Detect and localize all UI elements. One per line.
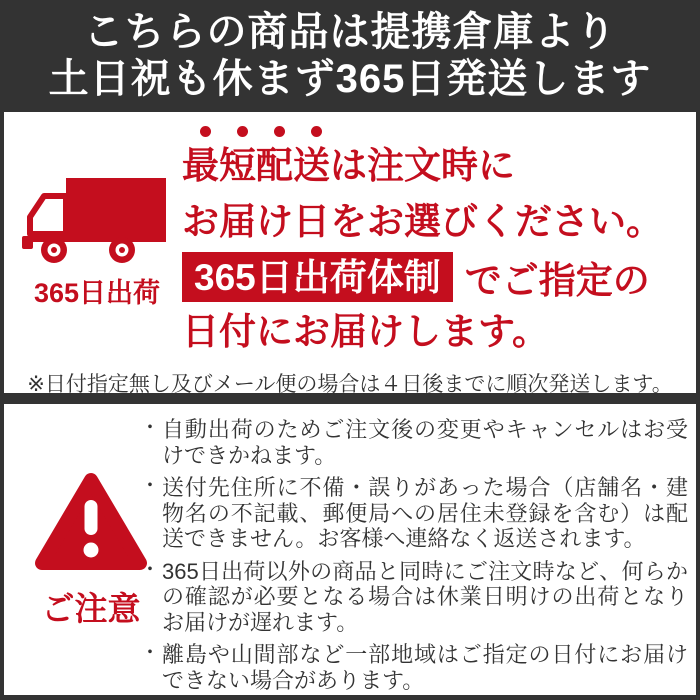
bullet-text: 送付先住所に不備・誤りがあった場合（店舗名・建物名の不記載、郵便局への居住未登録を含む）は配送できません。お客様へ連絡なく返送されます。 (162, 475, 688, 552)
bullet-text: 自動出荷のためご注文後の変更やキャンセルはお受けできかねます。 (162, 417, 688, 468)
bullet-marker: ・ (140, 558, 160, 581)
emphasis-dot (237, 126, 248, 137)
bullet-marker: ・ (140, 642, 160, 665)
emphasis-dot (311, 126, 322, 137)
highlight-after-text: でご指定の (464, 260, 650, 301)
header-banner (0, 0, 700, 112)
caution-bullet-item (140, 417, 688, 468)
emphasis-dot (274, 126, 285, 137)
bullet-marker: ・ (140, 417, 160, 439)
caution-block (32, 470, 150, 630)
caution-bullet-item (140, 475, 688, 552)
headline-line-1: 最短配送は注文時に (182, 145, 515, 186)
headline-line-3 (182, 250, 650, 304)
header-line-2: 土日祝も休まず365日発送します (48, 57, 652, 101)
bullet-marker: ・ (140, 475, 160, 498)
delivery-truck-icon (22, 251, 172, 268)
caution-panel (4, 404, 696, 695)
truck-block (22, 176, 172, 310)
emphasis-dot (200, 126, 211, 137)
header-line-1: こちらの商品は提携倉庫より (83, 10, 617, 54)
warning-triangle-icon (34, 559, 149, 576)
headline-line-4: 日付にお届けします。 (182, 311, 550, 352)
headline-line-2: お届け日をお選びください。 (182, 201, 663, 242)
caution-bullet-item (140, 559, 688, 636)
shipping-panel (4, 112, 696, 396)
bullet-text: 365日出荷以外の商品と同時にご注文時など、何らかの確認が必要となる場合は休業日明けの出荷となりお届けが遅れます。 (162, 558, 688, 635)
caution-label: ご注意 (41, 590, 141, 627)
shipping-note: ※日付指定無し及びメール便の場合は４日後までに順次発送します。 (27, 373, 673, 396)
emphasis-dots (200, 126, 322, 137)
bullet-text: 離島や山間部など一部地域はご指定の日付にお届けできない場合があります。 (162, 642, 688, 693)
caution-bullet-item (140, 642, 688, 693)
caution-bullet-list (140, 417, 688, 693)
highlight-box: 365日出荷体制 (182, 252, 453, 302)
truck-label: 365日出荷 (33, 278, 161, 308)
